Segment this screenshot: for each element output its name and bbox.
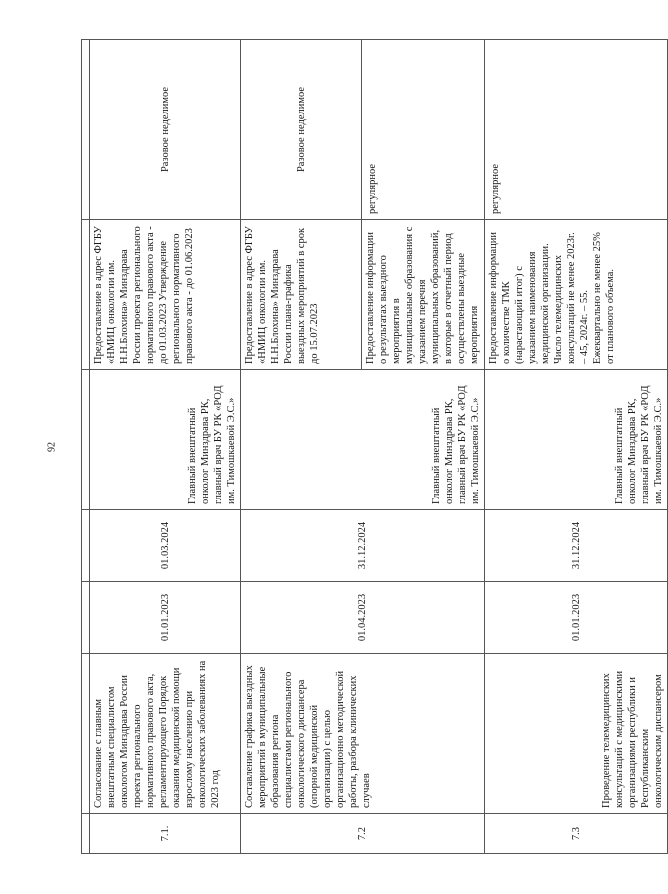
period-cell: Разовое неделимое — [90, 40, 241, 220]
rotated-page — [81, 40, 664, 854]
end-date: 01.03.2024 — [90, 510, 241, 582]
plan-table — [81, 39, 668, 854]
result-cell: Предоставление в адрес ФГБУ «НМИЦ онкологии им. Н.Н.Блохина» Минздрава России плана-графика выездных мероприятий в срок до 15.07.2023 — [241, 220, 362, 370]
table-row — [241, 40, 362, 854]
responsible-cell: Главный внештатный онколог Минздрава РК, главный врач БУ РК «РОД им. Тимошкаевой Э.С.» — [485, 370, 668, 510]
activity-cell: Составление графика выездных мероприятий в муниципальные образования региона специалистами регионального онкологического диспансера (опорной медицинской организации) с целью организационно методической работы, разбора клинических случаев — [241, 654, 485, 814]
start-date: 01.01.2023 — [485, 582, 668, 654]
end-date: 31.12.2024 — [241, 510, 485, 582]
activity-cell: Проведение телемедицинских консультаций с медицинскими организациями республики и Республиканским онкологическим диспансером — [485, 654, 668, 814]
activity-cell: Согласование с главным внештатным специалистом онкологом Минздрава России проекта регионального нормативного правового акта, регламентирующего Порядок оказания медицинской помощи взрослому населению при онкологических заболеваниях на 2023 год — [90, 654, 241, 814]
start-date: 01.01.2023 — [90, 582, 241, 654]
table-row — [90, 40, 241, 854]
end-date: 31.12.2024 — [485, 510, 668, 582]
result-cell: Предоставление информации о количестве ТМК (нарастающий итог) с указанием наименования медицинской организации. Число телемедицинских консультаций не менее 2023г. – 45, 2024г. – 55. Ежеквартально не менее 25% от планового объема. — [485, 220, 668, 370]
result-cell: Предоставление информации о результатах выездного мероприятия в муниципальные образования с указанием перечня муниципальных образований, в которые в отчетный период осуществлены выездные мероприятия — [362, 220, 485, 370]
table-top-strip — [82, 40, 90, 854]
result-cell: Предоставление в адрес ФГБУ «НМИЦ онкологии им. Н.Н.Блохина» Минздрава России проекта регионального нормативного правового акта - до 01.03.2023 Утверждение регионального нормативного правового акта - до 01.06.2023 — [90, 220, 241, 370]
row-number: 7.2 — [241, 814, 485, 854]
page-number: 92 — [46, 442, 58, 452]
table-row — [485, 40, 668, 854]
period-cell: регулярное — [485, 40, 668, 220]
responsible-cell: Главный внештатный онколог Минздрава РК, главный врач БУ РК «РОД им. Тимошкаевой Э.С.» — [90, 370, 241, 510]
period-cell: регулярное — [362, 40, 485, 220]
start-date: 01.04.2023 — [241, 582, 485, 654]
responsible-cell: Главный внештатный онколог Минздрава РК, главный врач БУ РК «РОД им. Тимошкаевой Э.С.» — [241, 370, 485, 510]
row-number: 7.3 — [485, 814, 668, 854]
period-cell: Разовое неделимое — [241, 40, 362, 220]
row-number: 7.1. — [90, 814, 241, 854]
